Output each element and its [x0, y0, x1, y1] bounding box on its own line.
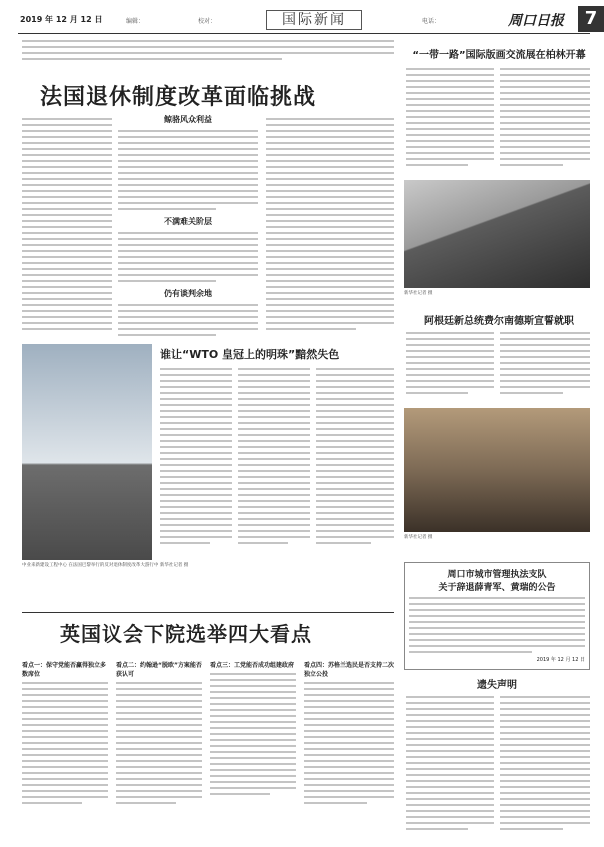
- proofer-label: 校对：: [198, 18, 217, 25]
- header-bar: [18, 4, 598, 34]
- uk-point-4: 看点四：苏格兰选民是否支持二次独立公投: [304, 662, 395, 678]
- inauguration-photo: [404, 408, 590, 532]
- feature-col-3: [316, 368, 394, 556]
- lead-headline: 法国退休制度改革面临挑战: [40, 85, 317, 110]
- argentina-text-col-2: [500, 332, 590, 402]
- lead-subhead-1: 鲸骆风众利益: [164, 115, 212, 124]
- notice-date: 2019 年 12 月 12 日: [536, 657, 585, 663]
- notice-box: [404, 562, 590, 670]
- lead-photo-caption: 中业来新建设工程中心 在法国巴黎举行的反对退休制度改革大游行中 新华社记者 摄: [22, 563, 189, 568]
- belt-text-col-1: [406, 68, 494, 176]
- argentina-headline: 阿根廷新总统费尔南德斯宣誓就职: [424, 316, 574, 327]
- feature-col-2: [238, 368, 310, 556]
- argentina-caption: 新华社记者 摄: [404, 535, 433, 540]
- feature-col-1: [160, 368, 232, 556]
- uk-col-2: [116, 660, 202, 842]
- uk-point-1: 看点一：保守党能否赢得独立多数席位: [22, 662, 107, 678]
- uk-top-rule: [22, 612, 394, 613]
- uk-headline: 英国议会下院选举四大看点: [60, 622, 312, 646]
- intro-text: [22, 40, 394, 70]
- page-number: 7: [578, 6, 604, 32]
- lead-col-3: [266, 118, 394, 340]
- belt-caption: 新华社记者 摄: [404, 291, 433, 296]
- notice-title-2: 关于辞退薛青军、黄瑞的公告: [438, 583, 556, 593]
- uk-col-3: [210, 660, 296, 842]
- header-rule: [18, 33, 590, 34]
- protest-photo: [22, 344, 152, 560]
- editor-label: 编辑：: [126, 18, 145, 25]
- uk-point-2: 看点二：约翰逊“脱欧”方案能否获认可: [116, 662, 202, 678]
- uk-col-1: [22, 660, 108, 842]
- notice-title: 周口市城市管理执法支队: [447, 570, 547, 580]
- paper-logo: 周口日报: [508, 13, 564, 29]
- feature-headline: 谁让“WTO 皇冠上的明珠”黯然失色: [160, 348, 340, 361]
- issue-date: 2019 年 12 月 12 日: [20, 15, 103, 24]
- uk-col-4: [304, 660, 394, 842]
- belt-headline: “一带一路”国际版画交流展在柏林开幕: [412, 50, 586, 61]
- lead-col-2: [118, 114, 258, 340]
- railway-photo: [404, 180, 590, 288]
- phone-label: 电话：: [422, 18, 441, 25]
- lead-col-1: [22, 118, 112, 340]
- lost-title: 遗失声明: [477, 680, 517, 691]
- lost-col-1: [406, 696, 494, 840]
- lead-subhead-3: 仍有谈判余地: [164, 289, 212, 298]
- belt-text-col-2: [500, 68, 590, 176]
- lead-subhead-2: 不满难关阶层: [164, 217, 212, 226]
- section-title: 国际新闻: [266, 10, 362, 30]
- lost-col-2: [500, 696, 590, 840]
- uk-point-3: 看点三：工党能否成功组建政府: [210, 662, 295, 669]
- argentina-text-col-1: [406, 332, 494, 402]
